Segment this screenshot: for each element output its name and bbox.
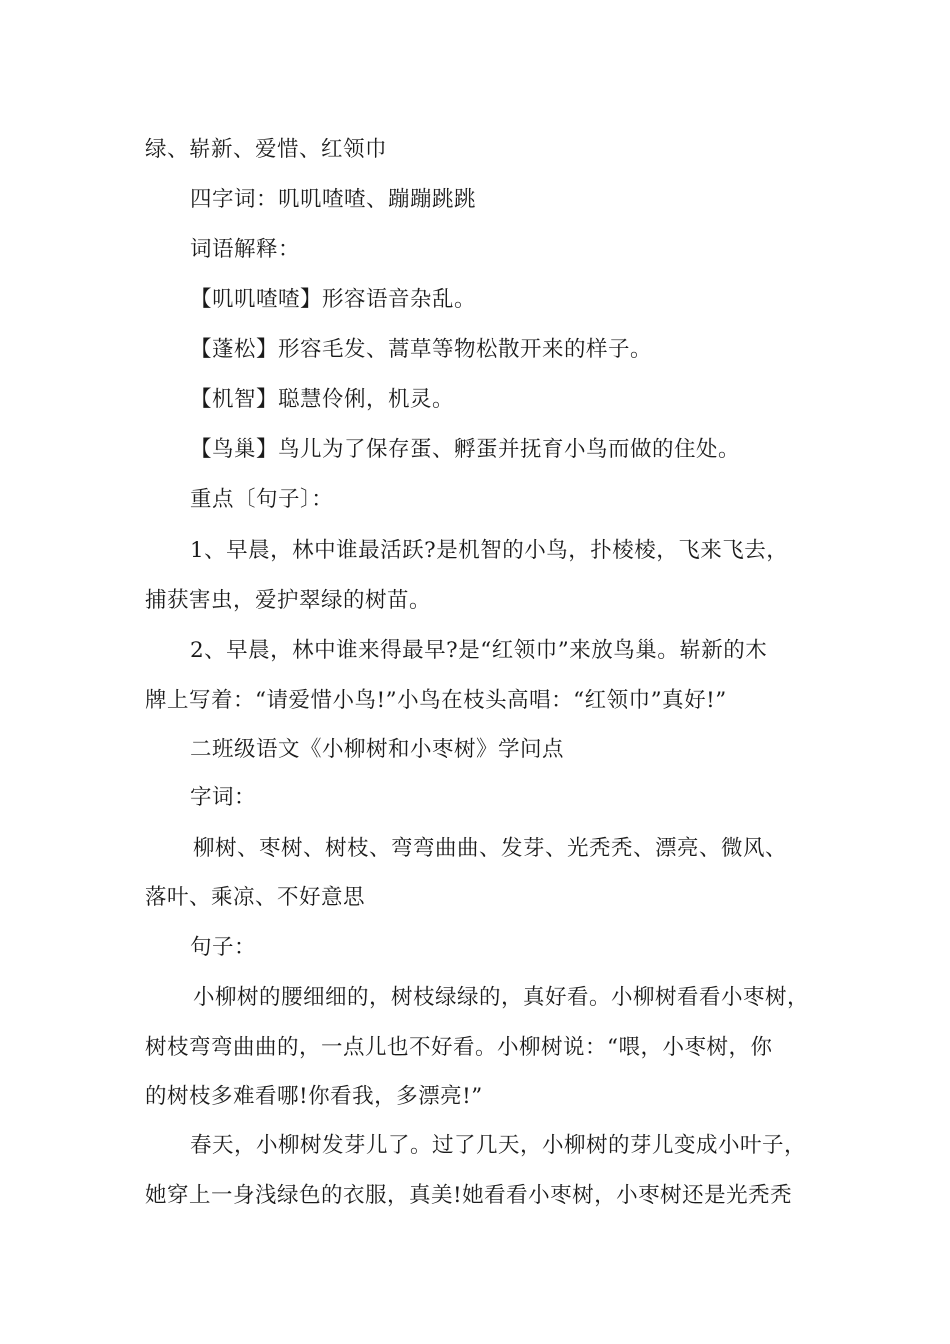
text-line: 【鸟巢】鸟儿为了保存蛋、孵蛋并抚育小鸟而做的住处。 xyxy=(190,437,741,462)
text-line: 柳树、枣树、树枝、弯弯曲曲、发芽、光秃秃、漂亮、微风、 xyxy=(193,836,788,861)
text-line: 绿、崭新、爱惜、红领巾 xyxy=(145,137,388,162)
text-line: 2、早晨，林中谁来得最早?是“红领巾”来放鸟巢。崭新的木 xyxy=(190,638,768,663)
text-line: 字词： xyxy=(190,785,257,810)
text-line: 词语解释： xyxy=(190,237,301,262)
text-line: 小柳树的腰细细的，树枝绿绿的，真好看。小柳树看看小枣树， xyxy=(193,985,810,1010)
text-line: 句子： xyxy=(190,935,257,960)
text-line: 的树枝多难看哪!你看我，多漂亮!” xyxy=(145,1084,483,1109)
text-line: 【蓬松】形容毛发、蒿草等物松散开来的样子。 xyxy=(190,337,653,362)
text-line: 四字词：叽叽喳喳、蹦蹦跳跳 xyxy=(190,187,477,212)
text-line: 树枝弯弯曲曲的，一点儿也不好看。小柳树说：“喂，小枣树，你 xyxy=(145,1035,773,1060)
text-line: 重点〔句子〕： xyxy=(190,487,334,512)
text-line: 1、早晨，林中谁最活跃?是机智的小鸟，扑棱棱，飞来飞去， xyxy=(190,538,789,563)
text-line: 牌上写着：“请爱惜小鸟!”小鸟在枝头高唱：“红领巾”真好!” xyxy=(145,688,727,713)
text-line: 春天，小柳树发芽儿了。过了几天，小柳树的芽儿变成小叶子， xyxy=(190,1133,807,1158)
text-line: 【机智】聪慧伶俐，机灵。 xyxy=(190,387,455,412)
text-line: 她穿上一身浅绿色的衣服，真美!她看看小枣树，小枣树还是光秃秃 xyxy=(145,1183,793,1208)
text-line: 【叽叽喳喳】形容语音杂乱。 xyxy=(190,287,477,312)
text-line: 二班级语文《小柳树和小枣树》学问点 xyxy=(190,737,565,762)
text-line: 捕获害虫，爱护翠绿的树苗。 xyxy=(145,588,432,613)
text-line: 落叶、乘凉、不好意思 xyxy=(145,885,366,910)
